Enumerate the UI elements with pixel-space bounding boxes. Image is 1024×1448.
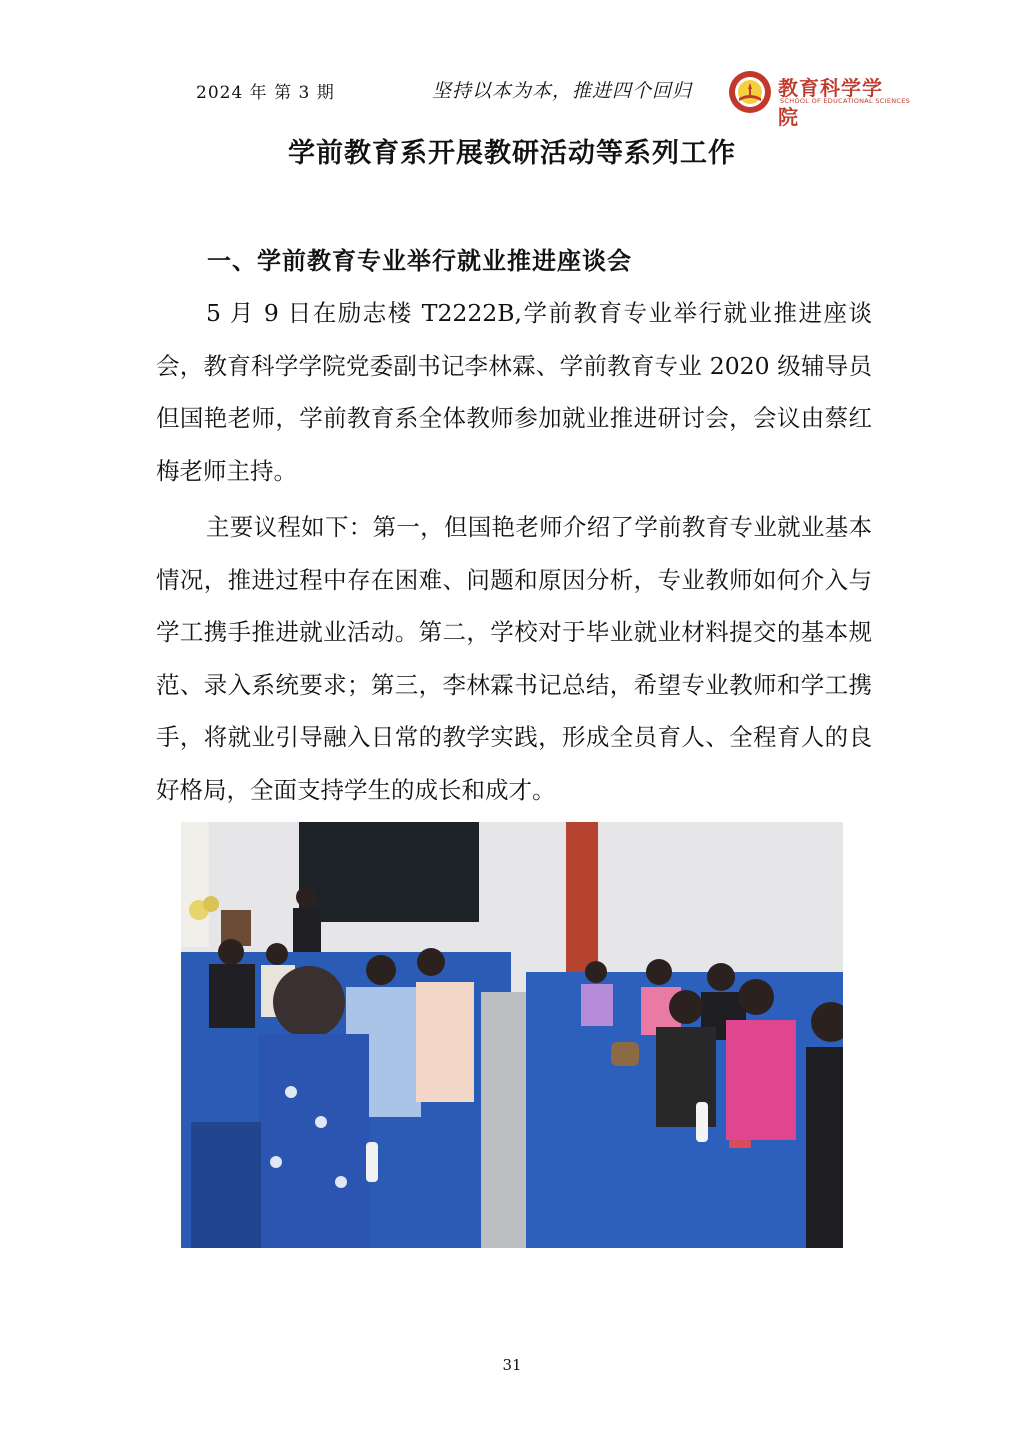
- article-title: 学前教育系开展教研活动等系列工作: [288, 138, 736, 169]
- page-number: 31: [502, 1356, 522, 1374]
- school-emblem-icon: [728, 70, 772, 114]
- college-logo: [728, 70, 911, 129]
- issue-label: 2024 年 第 3 期: [196, 83, 335, 103]
- meeting-photo-illustration: [181, 822, 843, 1248]
- paragraph-meeting-info: 5 月 9 日在励志楼 T2222B,学前教育专业举行就业推进座谈会，教育科学学院党委副书记李林霖、学前教育专业 2020 级辅导员但国艳老师，学前教育系全体教师参加就业推进研讨会，会议由蔡红梅老师主持。: [156, 299, 872, 485]
- meeting-photo: [181, 822, 843, 1248]
- section-heading: 一、学前教育专业举行就业推进座谈会: [207, 247, 632, 275]
- page-header: [0, 70, 1024, 129]
- logo-name: 教育科学学院: [778, 76, 883, 129]
- logo-subtitle: SCHOOL OF EDUCATIONAL SCIENCES: [780, 97, 911, 105]
- paragraph-agenda: 主要议程如下：第一，但国艳老师介绍了学前教育专业就业基本情况，推进过程中存在困难、问题和原因分析，专业教师如何介入与学工携手推进就业活动。第二，学校对于毕业就业材料提交的基本规范、录入系统要求；第三，李林霖书记总结，希望专业教师和学工携手，将就业引导融入日常的教学实践，形成全员育人、全程育人的良好格局，全面支持学生的成长和成才。: [156, 513, 872, 804]
- motto-text: 坚持以本为本，推进四个回归: [432, 80, 693, 102]
